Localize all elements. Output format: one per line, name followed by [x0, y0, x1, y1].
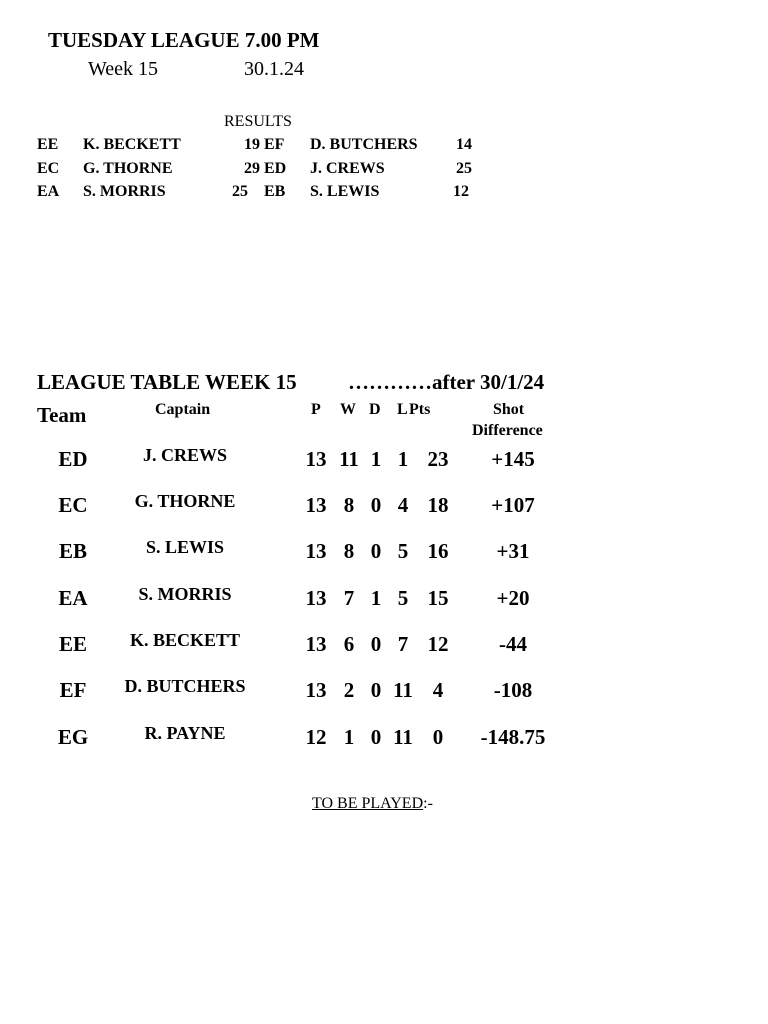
shot-difference-value: +20: [496, 586, 530, 610]
column-header-team: Team: [37, 403, 87, 427]
points-value: 12: [427, 632, 449, 656]
drawn-value: 0: [370, 493, 382, 517]
result-score-home: 19: [244, 136, 260, 153]
captain-name: K. BECKETT: [129, 630, 241, 650]
result-captain-away: D. BUTCHERS: [310, 136, 418, 153]
result-team-away: ED: [264, 160, 287, 177]
result-team-home: EC: [37, 160, 60, 177]
played-value: 12: [305, 725, 327, 749]
drawn-value: 1: [370, 447, 382, 471]
won-value: 2: [343, 678, 355, 702]
column-header-won: W: [340, 401, 356, 418]
shot-difference-value: -108: [493, 678, 533, 702]
result-score-away: 25: [456, 160, 472, 177]
points-value: 15: [427, 586, 449, 610]
shot-difference-value: +31: [496, 539, 530, 563]
captain-name: D. BUTCHERS: [124, 676, 246, 696]
table-row: [0, 725, 768, 755]
column-header-lost: L: [397, 401, 408, 418]
lost-value: 1: [397, 447, 409, 471]
result-score-away: 14: [456, 136, 472, 153]
result-score-away: 12: [453, 183, 469, 200]
lost-value: 7: [397, 632, 409, 656]
played-value: 13: [305, 586, 327, 610]
points-value: 16: [427, 539, 449, 563]
captain-name: G. THORNE: [134, 491, 236, 511]
drawn-value: 0: [370, 539, 382, 563]
result-score-home: 29: [244, 160, 260, 177]
result-team-home: EA: [37, 183, 60, 200]
result-team-home: EE: [37, 136, 59, 153]
result-row: [0, 183, 768, 205]
column-header-played: P: [311, 401, 321, 418]
table-row: [0, 447, 768, 477]
won-value: 8: [343, 539, 355, 563]
captain-name: J. CREWS: [142, 445, 227, 465]
shot-difference-value: -44: [499, 632, 527, 656]
played-value: 13: [305, 632, 327, 656]
won-value: 7: [343, 586, 355, 610]
shot-difference-value: +107: [491, 493, 535, 517]
shot-difference-value: +145: [491, 447, 535, 471]
league-table-title: LEAGUE TABLE WEEK 15: [37, 370, 297, 394]
lost-value: 5: [397, 586, 409, 610]
won-value: 6: [343, 632, 355, 656]
column-header-shot: Shot: [493, 401, 525, 418]
lost-value: 4: [397, 493, 409, 517]
result-captain-home: S. MORRIS: [83, 183, 166, 200]
result-captain-home: K. BECKETT: [83, 136, 181, 153]
result-row: [0, 136, 768, 158]
column-header-captain: Captain: [155, 401, 211, 418]
captain-name: S. MORRIS: [138, 584, 232, 604]
result-captain-away: S. LEWIS: [310, 183, 380, 200]
result-team-away: EF: [264, 136, 285, 153]
result-row: [0, 160, 768, 182]
team-code: EG: [57, 725, 89, 749]
points-value: 4: [432, 678, 444, 702]
date-label: 30.1.24: [244, 58, 304, 80]
shot-difference-value: -148.75: [480, 725, 546, 749]
won-value: 11: [339, 447, 359, 471]
drawn-value: 1: [370, 586, 382, 610]
result-captain-away: J. CREWS: [310, 160, 385, 177]
results-heading: RESULTS: [224, 113, 292, 130]
lost-value: 11: [393, 725, 413, 749]
played-value: 13: [305, 447, 327, 471]
column-header-drawn: D: [369, 401, 381, 418]
drawn-value: 0: [370, 632, 382, 656]
captain-name: S. LEWIS: [145, 537, 225, 557]
result-team-away: EB: [264, 183, 286, 200]
team-code: EC: [58, 493, 88, 517]
won-value: 8: [343, 493, 355, 517]
to-be-played-section: [312, 795, 433, 813]
table-row: [0, 493, 768, 523]
week-label: Week 15: [88, 58, 159, 80]
team-code: EB: [58, 539, 87, 563]
table-row: [0, 678, 768, 708]
team-code: EA: [58, 586, 88, 610]
played-value: 13: [305, 539, 327, 563]
points-value: 23: [427, 447, 449, 471]
drawn-value: 0: [370, 725, 382, 749]
page-title: TUESDAY LEAGUE 7.00 PM: [48, 28, 320, 52]
result-captain-home: G. THORNE: [83, 160, 173, 177]
points-value: 18: [427, 493, 449, 517]
team-code: EF: [59, 678, 87, 702]
column-header-points: Pts: [409, 401, 431, 418]
team-code: ED: [58, 447, 88, 471]
won-value: 1: [343, 725, 355, 749]
team-code: EE: [58, 632, 87, 656]
to-be-played-label: TO BE PLAYED: [312, 795, 424, 812]
drawn-value: 0: [370, 678, 382, 702]
table-row: [0, 539, 768, 569]
league-table-after-date: …………after 30/1/24: [348, 370, 545, 394]
to-be-played-suffix: :-: [423, 795, 433, 812]
table-row: [0, 586, 768, 616]
played-value: 13: [305, 493, 327, 517]
lost-value: 5: [397, 539, 409, 563]
result-score-home: 25: [232, 183, 248, 200]
table-row: [0, 632, 768, 662]
lost-value: 11: [393, 678, 413, 702]
captain-name: R. PAYNE: [144, 723, 226, 743]
points-value: 0: [432, 725, 444, 749]
played-value: 13: [305, 678, 327, 702]
column-header-difference: Difference: [472, 422, 543, 439]
